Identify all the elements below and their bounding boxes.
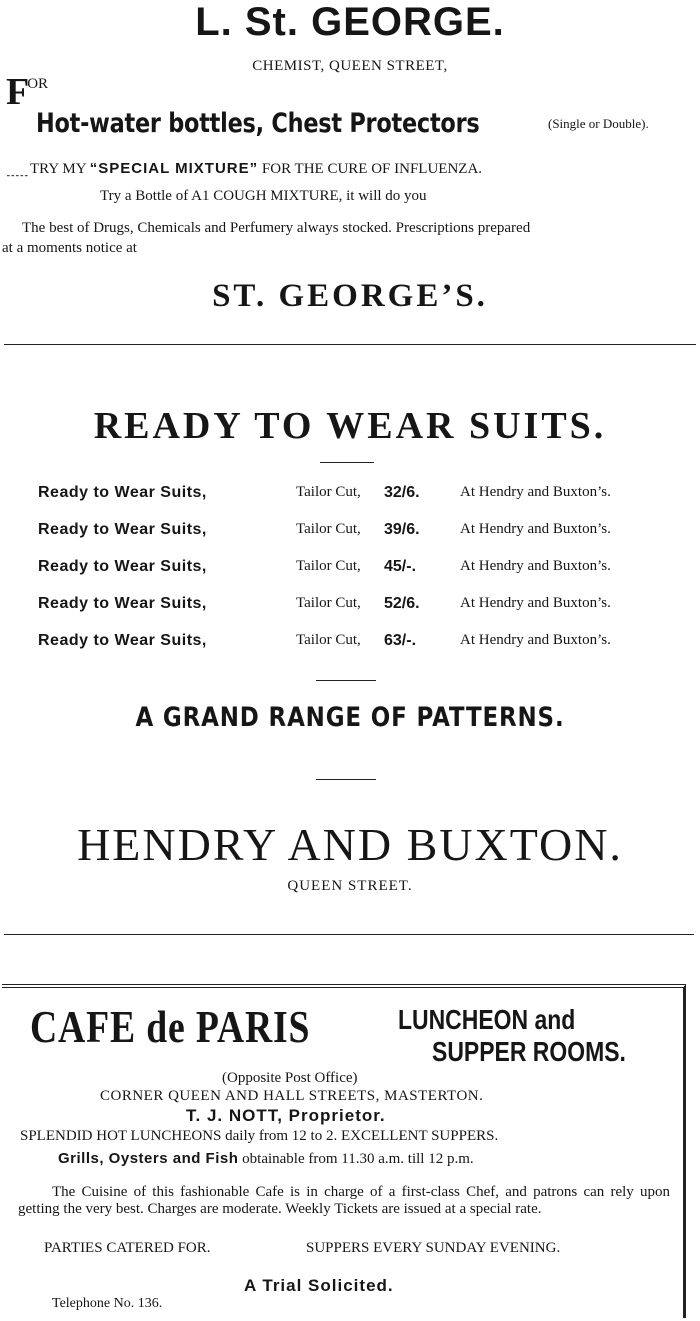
suit-price: 45/-. <box>384 558 417 575</box>
special-mixture-name: “SPECIAL MIXTURE” <box>89 160 259 177</box>
suit-price: 32/6. <box>384 484 420 501</box>
drugs-line-2: at a moments notice at <box>2 240 137 256</box>
cafe-location-note: (Opposite Post Office) <box>222 1070 358 1086</box>
short-rule <box>320 462 374 463</box>
st-george-title: L. St. GEORGE. <box>195 0 505 44</box>
suit-where: At Hendry and Buxton’s. <box>460 521 611 537</box>
suit-where: At Hendry and Buxton’s. <box>460 484 611 500</box>
suit-price: 52/6. <box>384 595 420 612</box>
suit-price: 39/6. <box>384 521 420 538</box>
drop-cap-letter: F <box>6 71 30 113</box>
short-rule <box>316 779 376 780</box>
grills-bold: Grills, Oysters and Fish <box>58 1150 239 1167</box>
products-note: (Single or Double). <box>548 116 649 131</box>
suit-where: At Hendry and Buxton’s. <box>460 595 611 611</box>
suit-label: Ready to Wear Suits, <box>38 484 207 501</box>
hendry-buxton-street: QUEEN STREET. <box>287 878 413 894</box>
short-rule <box>316 680 376 681</box>
drugs-line-1: The best of Drugs, Chemicals and Perfumery always stocked. Prescriptions prepared <box>22 220 531 236</box>
suit-label: Ready to Wear Suits, <box>38 521 207 538</box>
cafe-rooms-line-2: SUPPER ROOMS. <box>432 1036 626 1067</box>
suit-price: 63/-. <box>384 632 417 649</box>
cafe-proprietor: T. J. NOTT, Proprietor. <box>186 1106 386 1125</box>
suit-cut: Tailor Cut, <box>296 521 361 537</box>
products-heading: Hot-water bottles, Chest Protectors <box>36 108 480 139</box>
cafe-telephone: Telephone No. 136. <box>52 1296 163 1311</box>
suit-label: Ready to Wear Suits, <box>38 558 207 575</box>
suit-cut: Tailor Cut, <box>296 632 361 648</box>
suit-label: Ready to Wear Suits, <box>38 595 207 612</box>
cafe-address: CORNER QUEEN AND HALL STREETS, MASTERTON. <box>100 1088 484 1104</box>
suit-cut: Tailor Cut, <box>296 558 361 574</box>
st-georges-shop-name: ST. GEORGE’S. <box>212 278 488 314</box>
cafe-sunday-suppers: SUPPERS EVERY SUNDAY EVENING. <box>306 1240 561 1256</box>
cafe-hours-line: SPLENDID HOT LUNCHEONS daily from 12 to 2. EXCELLENT SUPPERS. <box>20 1128 499 1144</box>
cafe-name: CAFE de PARIS <box>30 1001 311 1052</box>
suits-title: READY TO WEAR SUITS. <box>93 405 607 447</box>
cafe-body-text <box>18 1184 670 1218</box>
divider-rule <box>4 934 694 935</box>
cough-mixture-line: Try a Bottle of A1 COUGH MIXTURE, it will do you <box>100 188 427 204</box>
st-george-subtitle: CHEMIST, QUEEN STREET, <box>252 58 448 74</box>
grills-rest: obtainable from 11.30 a.m. till 12 p.m. <box>242 1151 474 1167</box>
drop-cap-rest: OR <box>27 76 49 92</box>
suit-where: At Hendry and Buxton’s. <box>460 632 611 648</box>
patterns-heading: A GRAND RANGE OF PATTERNS. <box>135 702 565 733</box>
divider-rule <box>4 344 696 345</box>
ornament-dash: ⁃⁃⁃⁃⁃ <box>6 171 29 181</box>
special-mixture-line <box>30 160 482 178</box>
suit-cut: Tailor Cut, <box>296 595 361 611</box>
try-suffix: FOR THE CURE OF INFLUENZA. <box>261 161 483 177</box>
cafe-grills-line <box>58 1150 474 1168</box>
hendry-buxton-name: HENDRY AND BUXTON. <box>77 819 623 870</box>
try-prefix: TRY MY <box>30 161 86 177</box>
cafe-body-paragraph: The Cuisine of this fashionable Cafe is in charge of a first-class Chef, and patrons can rely upon getting the very best. Charges are moderate. Weekly Tickets are issued at a special rate. <box>18 1184 670 1217</box>
suit-where: At Hendry and Buxton’s. <box>460 558 611 574</box>
suit-cut: Tailor Cut, <box>296 484 361 500</box>
cafe-parties: PARTIES CATERED FOR. <box>44 1240 211 1256</box>
suit-label: Ready to Wear Suits, <box>38 632 207 649</box>
cafe-trial-solicited: A Trial Solicited. <box>244 1276 394 1295</box>
cafe-rooms-line-1: LUNCHEON and <box>398 1004 576 1035</box>
